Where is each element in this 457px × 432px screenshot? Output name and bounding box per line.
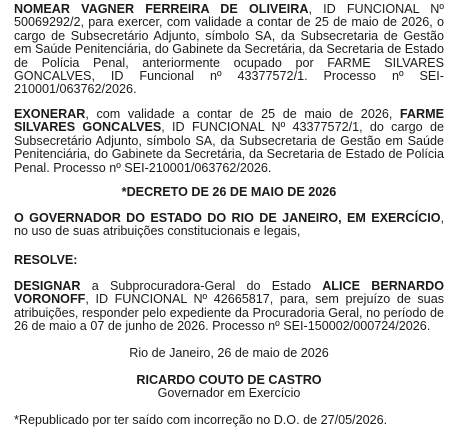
designation-paragraph	[14, 280, 444, 334]
resolve-heading: RESOLVE:	[14, 253, 78, 267]
republication-footnote: *Republicado por ter saído com incorreção no D.O. de 27/05/2026.	[14, 413, 388, 427]
dismissal-text-after: , ID FUNCIONAL Nº 43377572/1, do cargo de Subsecretário Adjunto, símbolo SA, da Subsecretaria de Gestão em Saúde Penitenciária, do Gabinete da Secretária, da Secretaria de Estado de Polícia Penal. Processo nº SEI-210001/063762/2026.	[14, 120, 444, 175]
designated-name: ALICE BERNARDO VORONOFF	[14, 279, 444, 307]
designation-text-after: , ID FUNCIONAL Nº 42665817, para, sem prejuízo de suas atribuições, responder pelo expediente da Procuradoria Geral, no período de 26 de maio a 07 de junho de 2026. Processo nº SEI-150002/000724/2026.	[14, 292, 444, 334]
designation-text-before: a Subprocuradora-Geral do Estado	[80, 279, 323, 293]
dismissal-paragraph	[14, 108, 444, 175]
appointment-verb: NOMEAR	[14, 2, 70, 16]
decree-title: *DECRETO DE 26 DE MAIO DE 2026	[121, 185, 337, 199]
dismissed-name: FARME SILVARES GONCALVES	[14, 107, 444, 135]
dismissal-text-before: , com validade a contar de 25 de maio de 2026,	[85, 107, 400, 121]
preamble-paragraph	[14, 212, 444, 239]
signatory-name: RICARDO COUTO DE CASTRO	[136, 373, 322, 387]
designation-verb: DESIGNAR	[14, 279, 81, 293]
place-and-date: Rio de Janeiro, 26 de maio de 2026	[129, 346, 329, 360]
appointee-name: VAGNER FERREIRA DE OLIVEIRA	[81, 2, 309, 16]
dismissal-verb: EXONERAR	[14, 107, 86, 121]
signatory-role: Governador em Exercício	[157, 386, 301, 400]
appointment-text: , ID FUNCIONAL Nº 50069292/2, para exercer, com validade a contar de 25 de maio de 2026, o cargo de Subsecretário Adjunto, símbolo SA, da Subsecretaria de Gestão em Saúde Penitenciária, do Gabinete da Secretária, da Secretaria de Estado de Polícia Penal, anteriormente ocupado por FARME SILVARES GONCALVES, ID Funcional nº 43377572/1. Processo nº SEI-210001/063762/2026.	[14, 2, 444, 97]
preamble-text: , no uso de suas atribuições constitucionais e legais,	[14, 211, 444, 239]
preamble-authority: O GOVERNADOR DO ESTADO DO RIO DE JANEIRO, EM EXERCÍCIO	[14, 211, 441, 225]
appointment-paragraph	[14, 3, 444, 97]
